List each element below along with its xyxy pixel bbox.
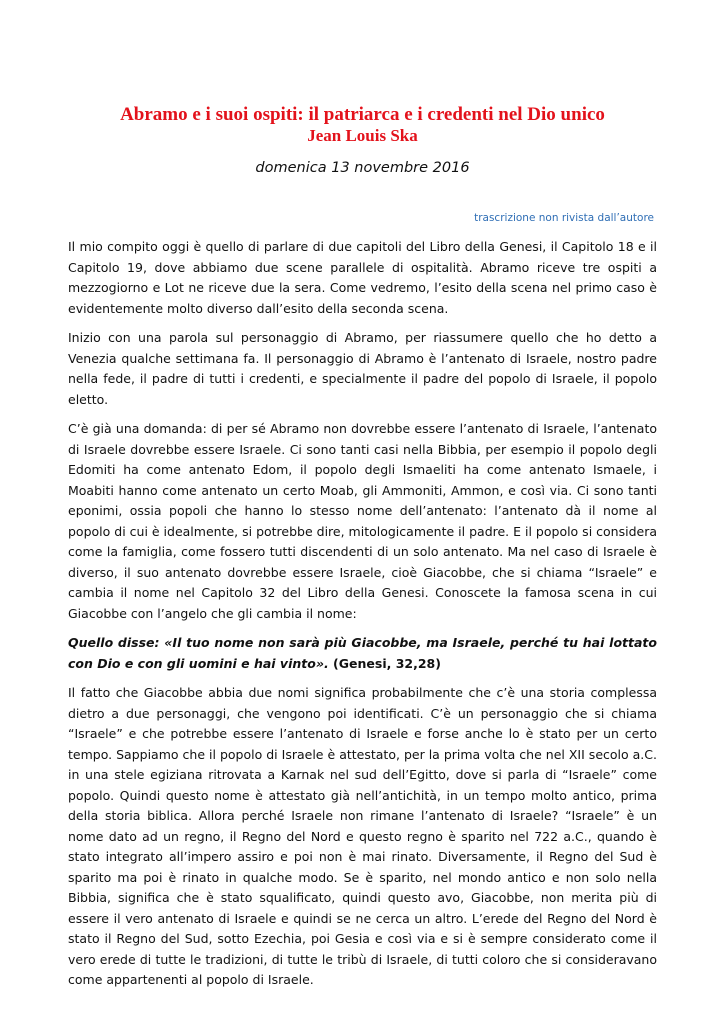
quote-text: Quello disse: «Il tuo nome non sarà più Giacobbe, ma Israele, perché tu hai lottato con Dio e con gli uomini e hai vinto». bbox=[68, 635, 657, 671]
quote-reference: (Genesi, 32,28) bbox=[328, 655, 441, 671]
paragraph-intro: Il mio compito oggi è quello di parlare di due capitoli del Libro della Genesi, il Capitolo 18 e il Capitolo 19, dove abbiamo due scene parallele di ospitalità. Abramo riceve tre ospiti a mezzogiorno e Lot ne riceve due la sera. Come vedremo, l’esito della scena nel primo caso è evidentemente molto diverso dall’esito della seconda scena. bbox=[68, 239, 657, 316]
event-date: domenica 13 novembre 2016 bbox=[255, 160, 470, 176]
document-title: Abramo e i suoi ospiti: il patriarca e i credenti nel Dio unico bbox=[120, 104, 605, 125]
document-body bbox=[68, 237, 657, 1000]
author-name: Jean Louis Ska bbox=[307, 126, 418, 145]
paragraph-eponimi: C’è già una domanda: di per sé Abramo non dovrebbe essere l’antenato di Israele, l’antenato di Israele dovrebbe essere Israele. Ci sono tanti casi nella Bibbia, per esempio il popolo degli Edomiti ha come antenato Edom, il popolo degli Ismaeliti ha come antenato Ismaele, i Moabiti hanno come antenato un certo Moab, gli Ammoniti, Ammon, e così via. Ci sono tanti eponimi, ossia popoli che hanno lo stesso nome dell’antenato: l’antenato dà il nome al popolo di cui è idealmente, si potrebbe dire, mitologicamente il padre. E il popolo si considera come la famiglia, come fossero tutti discendenti di un solo antenato. Ma nel caso di Israele è diverso, il suo antenato dovrebbe essere Israele, cioè Giacobbe, che si chiama “Israele” e cambia il nome nel Capitolo 32 del Libro della Genesi. Conoscete la famosa scena in cui Giacobbe con l’angelo che gli cambia il nome: bbox=[68, 421, 657, 621]
transcription-note: trascrizione non rivista dall’autore bbox=[474, 212, 654, 224]
paragraph-giacobbe: Il fatto che Giacobbe abbia due nomi significa probabilmente che c’è una storia complessa dietro a due personaggi, che vengono poi identificati. C’è un personaggio che si chiama “Israele” e che potrebbe essere l’antenato di Israele e forse anche lo è stato per un certo tempo. Sappiamo che il popolo di Israele è attestato, per la prima volta che nel XII secolo a.C. in una stele egiziana ritrovata a Karnak nel sud dell’Egitto, dove si parla di “Israele” come popolo. Quindi questo nome è attestato già nell’antichità, in un tempo molto antico, prima della storia biblica. Allora perché Israele non rimane l’antenato di Israele? “Israele” è un nome dato ad un regno, il Regno del Nord e questo regno è sparito nel 722 a.C., quando è stato integrato all’impero assiro e poi non è mai rinato. Diversamente, il Regno del Sud è sparito ma poi è rinato in qualche modo. Se è sparito, nel mondo antico e non solo nella Bibbia, significa che è stato squalificato, quindi questo avo, Giacobbe, non merita più di essere il vero antenato di Israele e quindi se ne cerca un altro. L’erede del Regno del Nord è stato il Regno del Sud, sotto Ezechia, poi Gesia e così via e si è sempre considerato come il vero erede di tutte le tradizioni, di tutte le tribù di Israele, di tutti coloro che si consideravano come appartenenti al popolo di Israele. bbox=[68, 685, 657, 987]
bible-quote bbox=[68, 633, 657, 674]
paragraph-abramo: Inizio con una parola sul personaggio di Abramo, per riassumere quello che ho detto a Venezia qualche settimana fa. Il personaggio di Abramo è l’antenato di Israele, nostro padre nella fede, il padre di tutti i credenti, e specialmente il padre del popolo di Israele, il popolo eletto. bbox=[68, 330, 657, 407]
